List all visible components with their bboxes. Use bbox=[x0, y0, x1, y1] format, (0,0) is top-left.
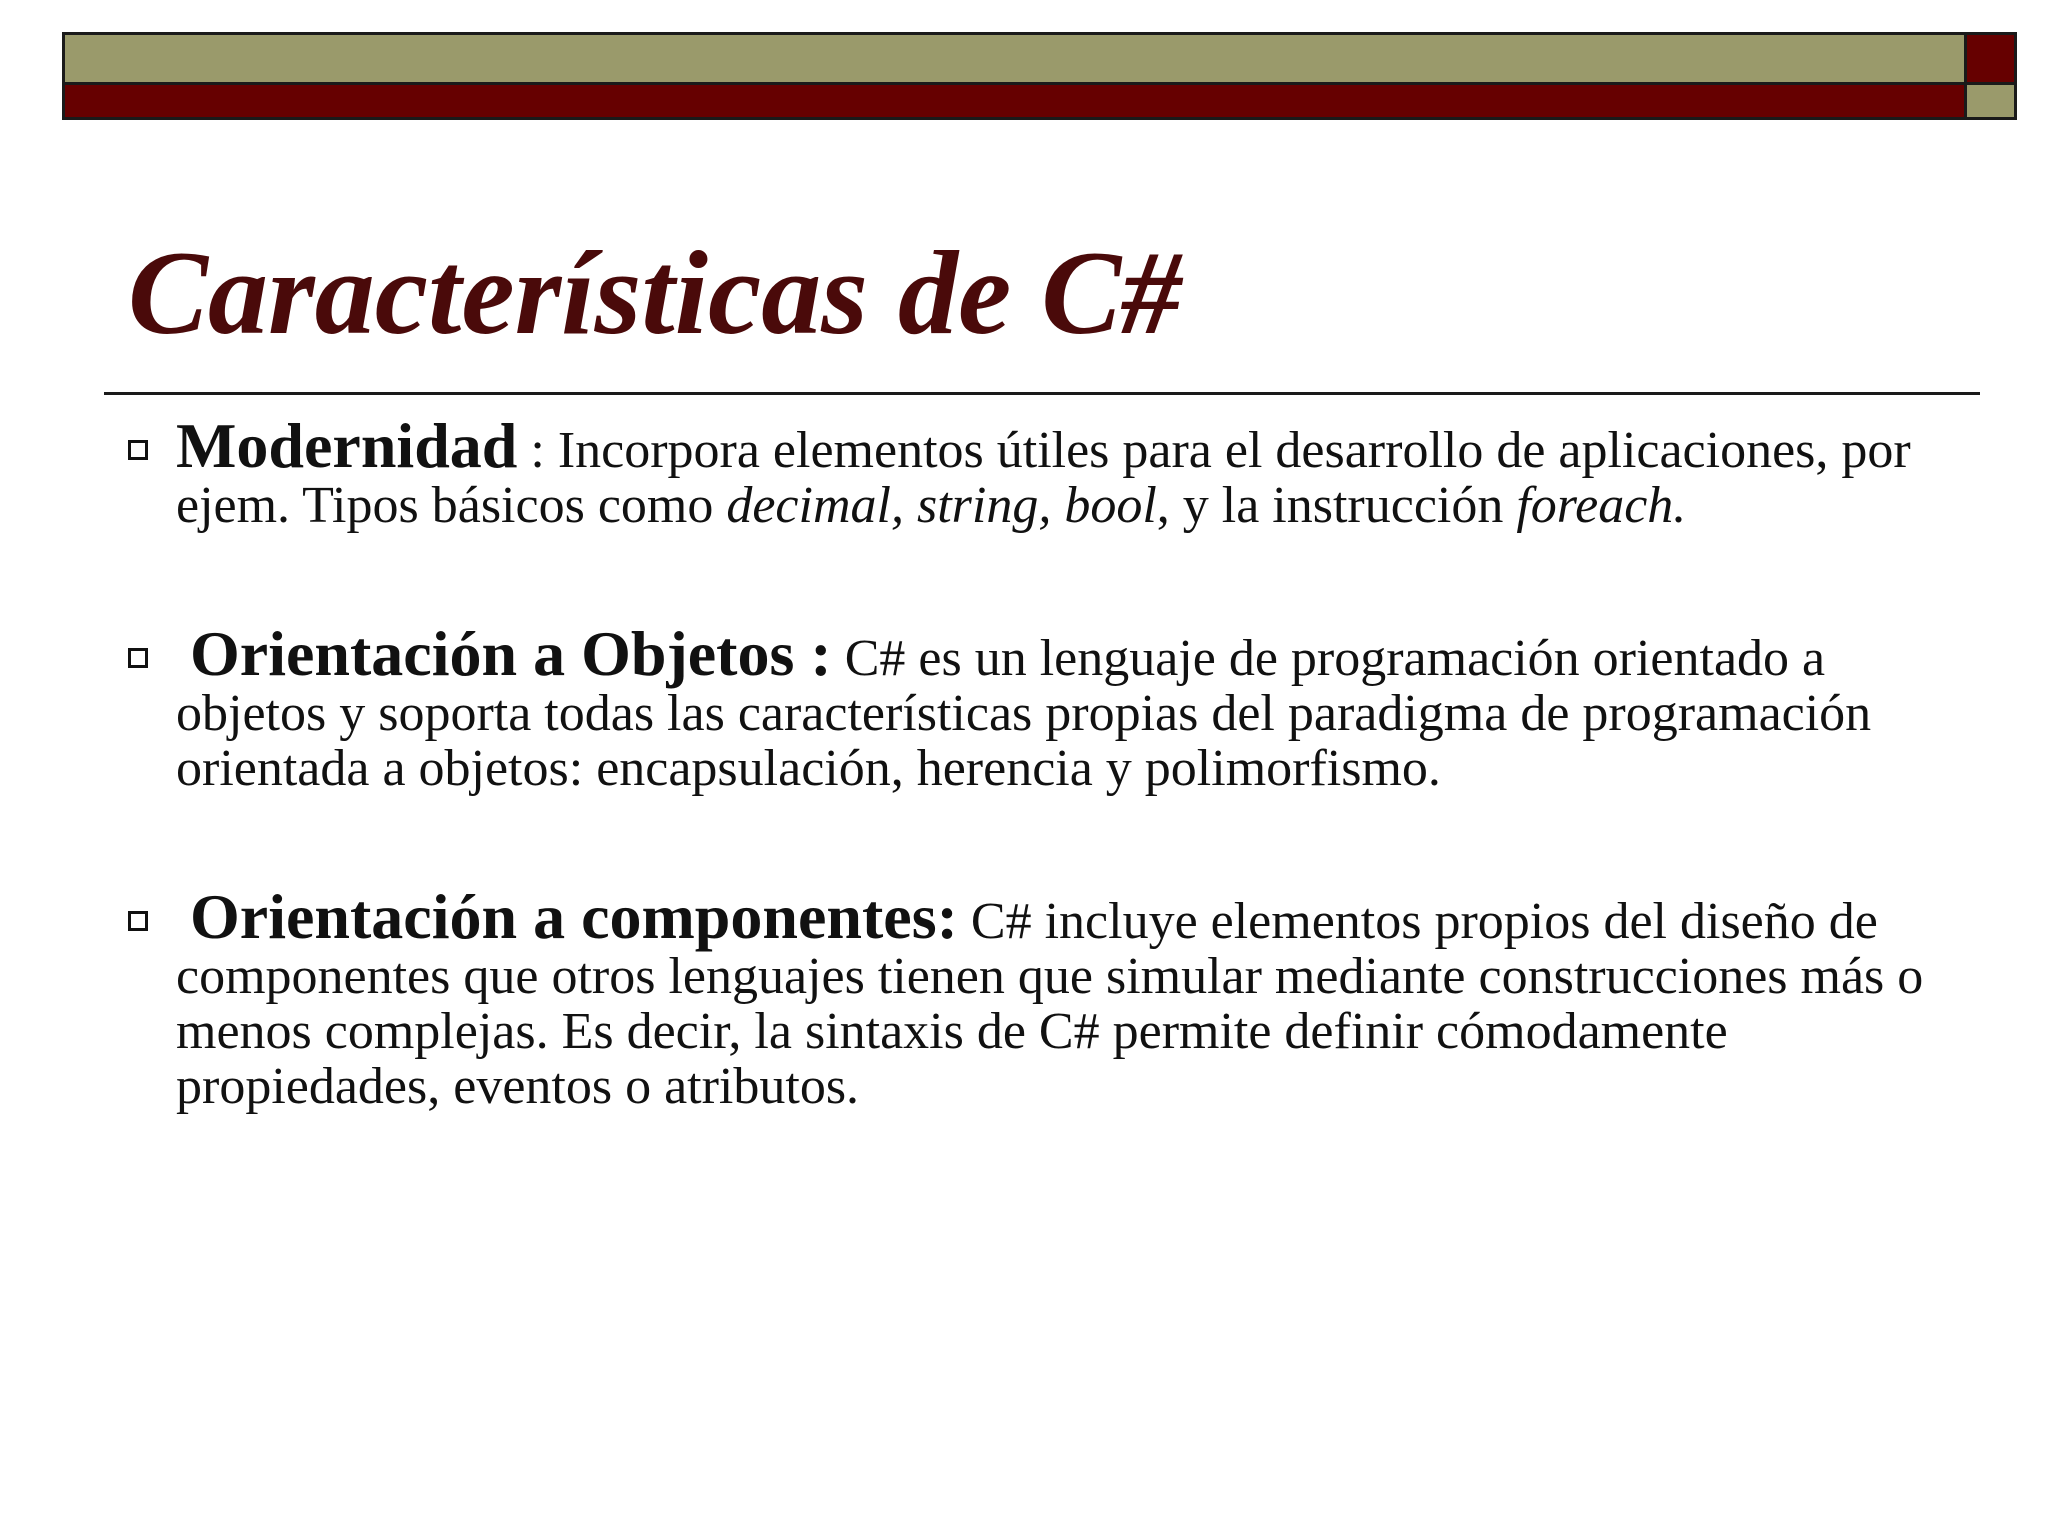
bullet-modernidad bbox=[128, 410, 1948, 534]
title-divider bbox=[104, 392, 1980, 395]
bullet-text: C# incluye elementos propios del diseño de componentes que otros lenguajes tienen que simular mediante construcciones más o menos complejas. Es decir, la sintaxis de C# permite definir cómodamente propiedades, eventos o atributos. bbox=[176, 893, 1924, 1115]
bullet-italic-foreach: foreach. bbox=[1516, 477, 1687, 534]
slide-title: Características de C# bbox=[128, 226, 1182, 359]
bullet-text: : Incorpora elementos útiles para el desarrollo de aplicaciones, por ejem. Tipos básicos como bbox=[176, 422, 1911, 534]
header-bar-olive bbox=[62, 32, 1967, 85]
bullet-text: , y la instrucción bbox=[1156, 477, 1517, 534]
bullet-orientacion-objetos bbox=[128, 618, 1948, 797]
bullet-list bbox=[128, 410, 1948, 1207]
hollow-square-bullet-icon bbox=[128, 440, 148, 460]
header-corner-square-olive bbox=[1964, 82, 2017, 120]
hollow-square-bullet-icon bbox=[128, 911, 148, 931]
hollow-square-bullet-icon bbox=[128, 648, 148, 668]
bullet-text: C# es un lenguaje de programación orientado a objetos y soporta todas las características propias del paradigma de programación orientada a objetos: encapsulación, herencia y polimorfismo. bbox=[176, 630, 1872, 797]
bullet-orientacion-componentes bbox=[128, 881, 1948, 1115]
bullet-italic-types: decimal, string, bool bbox=[726, 477, 1157, 534]
bullet-heading: Modernidad bbox=[176, 410, 518, 481]
bullet-heading: Orientación a Objetos : bbox=[190, 618, 832, 689]
header-corner-square-red bbox=[1964, 32, 2017, 85]
bullet-heading: Orientación a componentes: bbox=[190, 881, 958, 952]
header-bar-red bbox=[62, 82, 1967, 120]
